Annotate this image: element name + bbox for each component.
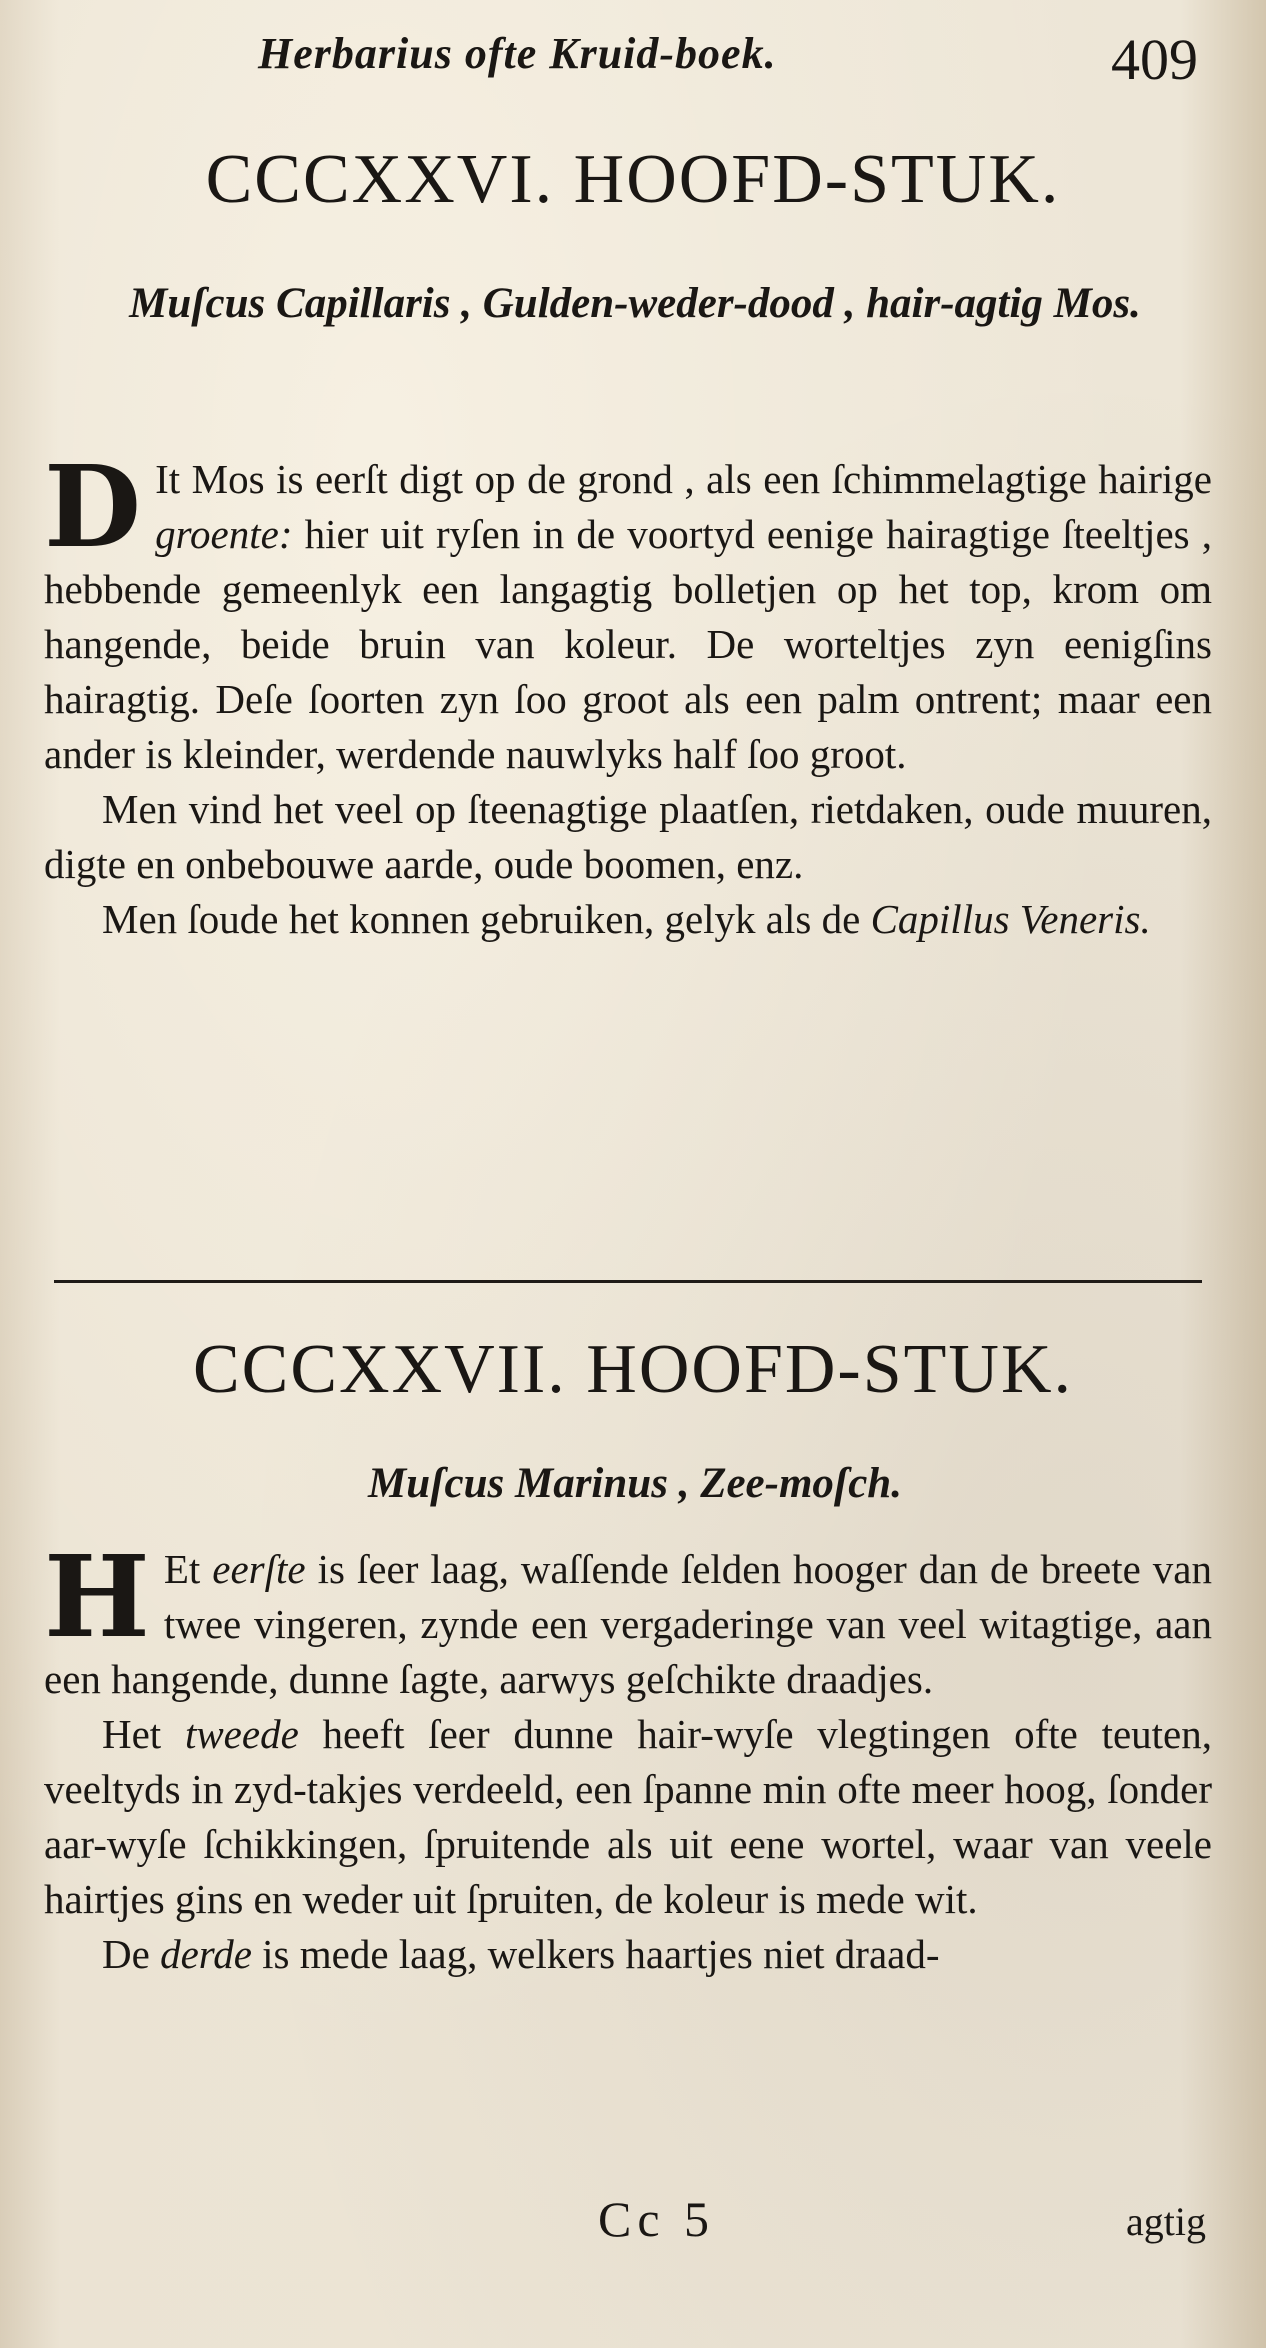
paragraph: De derde is mede laag, welkers haartjes niet draad- bbox=[102, 1931, 940, 1977]
chapter-title-326: CCCXXVI. HOOFD-STUK. bbox=[205, 141, 1061, 218]
page-footer bbox=[0, 2190, 1266, 2260]
paragraph: D It Mos is eerſt digt op de grond , als een ſchimmelagtige hairige groente: hier uit ryſen in de voortyd eenige hairagtige ſteeltjes , hebbende gemeenlyk een langagtig bolletjen op het top, krom om hangende, beide bruin van koleur. De worteltjes zyn eenigſins hairagtig. Deſe ſoorten zyn ſoo groot als een palm ontrent; maar een ander is kleinder, werdende nauwlyks half ſoo groot. bbox=[44, 442, 1212, 777]
chapter-subtitle-326: Muſcus Capillaris , Gulden-weder-dood , hair-agtig Mos. bbox=[129, 280, 1141, 327]
paragraph: H Et eerſte is ſeer laag, waſſende ſelden hooger dan de breete van twee vingeren, zynde een vergaderinge van veel witagtige, aan een hangende, dunne ſagte, aarwys geſchikte draadjes. bbox=[44, 1532, 1212, 1702]
chapter-body-326 bbox=[44, 442, 1212, 947]
paragraph: Men vind het veel op ſteenagtige plaatſen, rietdaken, oude muuren, digte en onbebouwe aarde, oude boomen, enz. bbox=[44, 786, 1212, 887]
chapter-body-327 bbox=[44, 1532, 1212, 1982]
drop-cap: D bbox=[44, 442, 142, 573]
paragraph: Het tweede heeft ſeer dunne hair-wyſe vlegtingen ofte teuten, veeltyds in zyd-takjes verdeeld, een ſpanne min ofte meer hoog, ſonder aar-wyſe ſchikkingen, ſpruitende als uit eene wortel, waar van veele hairtjes gins en weder uit ſpruiten, de koleur is mede wit. bbox=[44, 1711, 1212, 1922]
running-title: Herbarius ofte Kruid-boek. bbox=[258, 29, 777, 78]
signature-mark: Cc 5 bbox=[598, 2191, 716, 2247]
catchword: agtig bbox=[1126, 2199, 1206, 2244]
paragraph: Men ſoude het konnen gebruiken, gelyk als de Capillus Veneris. bbox=[102, 896, 1151, 942]
page-header bbox=[258, 18, 1198, 98]
page-number: 409 bbox=[1111, 27, 1198, 92]
drop-cap: H bbox=[44, 1532, 150, 1663]
section-divider bbox=[54, 1280, 1202, 1283]
chapter-title-327: CCCXXVII. HOOFD-STUK. bbox=[192, 1331, 1074, 1408]
chapter-subtitle-327: Muſcus Marinus , Zee-moſch. bbox=[368, 1460, 902, 1507]
